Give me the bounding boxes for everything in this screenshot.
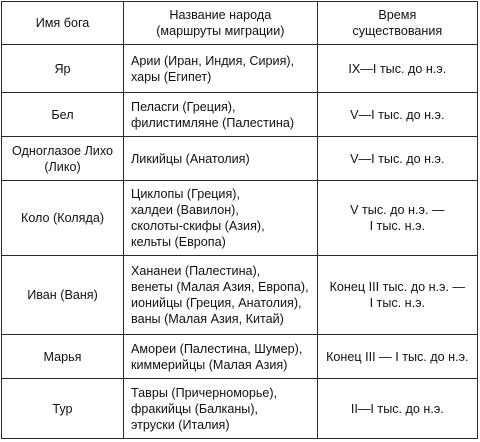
- people-line: Тавры (Причерноморье),: [131, 385, 278, 400]
- table-row: [2, 256, 478, 335]
- people-line: Циклопы (Греция),: [131, 187, 240, 201]
- people-line: ваны (Малая Азия, Китай): [131, 312, 284, 326]
- header-time-line: существования: [352, 24, 443, 38]
- god-cell: [2, 181, 124, 256]
- table-row: [2, 93, 478, 137]
- header-people: [124, 2, 318, 45]
- header-time: [317, 2, 477, 45]
- table-row: [2, 181, 478, 256]
- time-cell: [317, 93, 477, 137]
- time-line: V—I тыс. до н.э.: [350, 151, 445, 166]
- god-name: Одноглазое Лихо: [12, 143, 113, 158]
- god-name: Яр: [54, 61, 71, 76]
- people-line: киммерийцы (Малая Азия): [131, 357, 288, 372]
- time-line: V тыс. до н.э. —: [350, 203, 445, 217]
- people-line: фракийцы (Балканы),: [131, 401, 259, 416]
- header-row: [2, 2, 478, 45]
- table-row: [2, 45, 478, 93]
- header-people-line: Название народа: [169, 8, 272, 22]
- time-cell: [317, 256, 477, 335]
- time-cell: [317, 45, 477, 93]
- god-cell: [2, 379, 124, 439]
- god-name: (Лико): [44, 159, 81, 174]
- people-line: ионийцы (Греция, Анатолия),: [131, 296, 302, 310]
- header-god: [2, 2, 124, 45]
- peoples-cell: [124, 181, 318, 256]
- people-line: Арии (Иран, Индия, Сирия),: [131, 53, 295, 68]
- table-row: [2, 137, 478, 181]
- peoples-cell: [124, 256, 318, 335]
- table-row: [2, 379, 478, 439]
- header-time-line: Время: [378, 8, 417, 22]
- peoples-cell: [124, 335, 318, 379]
- god-name: Иван (Ваня): [27, 288, 98, 302]
- peoples-cell: [124, 379, 318, 439]
- time-line: V—I тыс. до н.э.: [350, 107, 445, 122]
- time-cell: [317, 379, 477, 439]
- time-line: IX—I тыс. до н.э.: [348, 61, 447, 76]
- god-cell: [2, 93, 124, 137]
- peoples-cell: [124, 45, 318, 93]
- people-line: Амореи (Палестина, Шумер),: [131, 341, 303, 356]
- people-line: Хананеи (Палестина),: [131, 264, 261, 278]
- time-line: II—I тыс. до н.э.: [350, 401, 444, 416]
- people-line: кельты (Европа): [131, 235, 226, 249]
- god-cell: [2, 335, 124, 379]
- time-cell: [317, 181, 477, 256]
- god-cell: [2, 45, 124, 93]
- people-line: этруски (Италия): [131, 417, 230, 432]
- people-line: Пеласги (Греция),: [131, 99, 236, 114]
- peoples-cell: [124, 93, 318, 137]
- time-cell: [317, 335, 477, 379]
- time-cell: [317, 137, 477, 181]
- god-cell: [2, 137, 124, 181]
- god-cell: [2, 256, 124, 335]
- people-line: Ликийцы (Анатолия): [131, 151, 250, 166]
- time-line: I тыс. н.э.: [369, 296, 426, 310]
- people-line: хары (Египет): [131, 69, 212, 84]
- time-line: Конец III тыс. до н.э. —: [329, 280, 466, 294]
- header-people-line: (маршруты миграции): [156, 24, 285, 38]
- time-line: I тыс. н.э.: [369, 219, 426, 233]
- people-line: венеты (Малая Азия, Европа),: [131, 280, 309, 294]
- header-god-text: Имя бога: [35, 16, 90, 30]
- god-name: Бел: [51, 107, 74, 122]
- people-line: сколоты-скифы (Азия),: [131, 219, 265, 233]
- people-line: филистимляне (Палестина): [131, 115, 295, 130]
- table-row: [2, 335, 478, 379]
- god-name: Тур: [52, 401, 73, 416]
- god-name: Марья: [43, 349, 82, 364]
- peoples-cell: [124, 137, 318, 181]
- people-line: халдеи (Вавилон),: [131, 203, 239, 217]
- god-name: Коло (Коляда): [20, 211, 105, 225]
- time-line: Конец III — I тыс. до н.э.: [326, 349, 469, 364]
- migration-table: [1, 1, 478, 439]
